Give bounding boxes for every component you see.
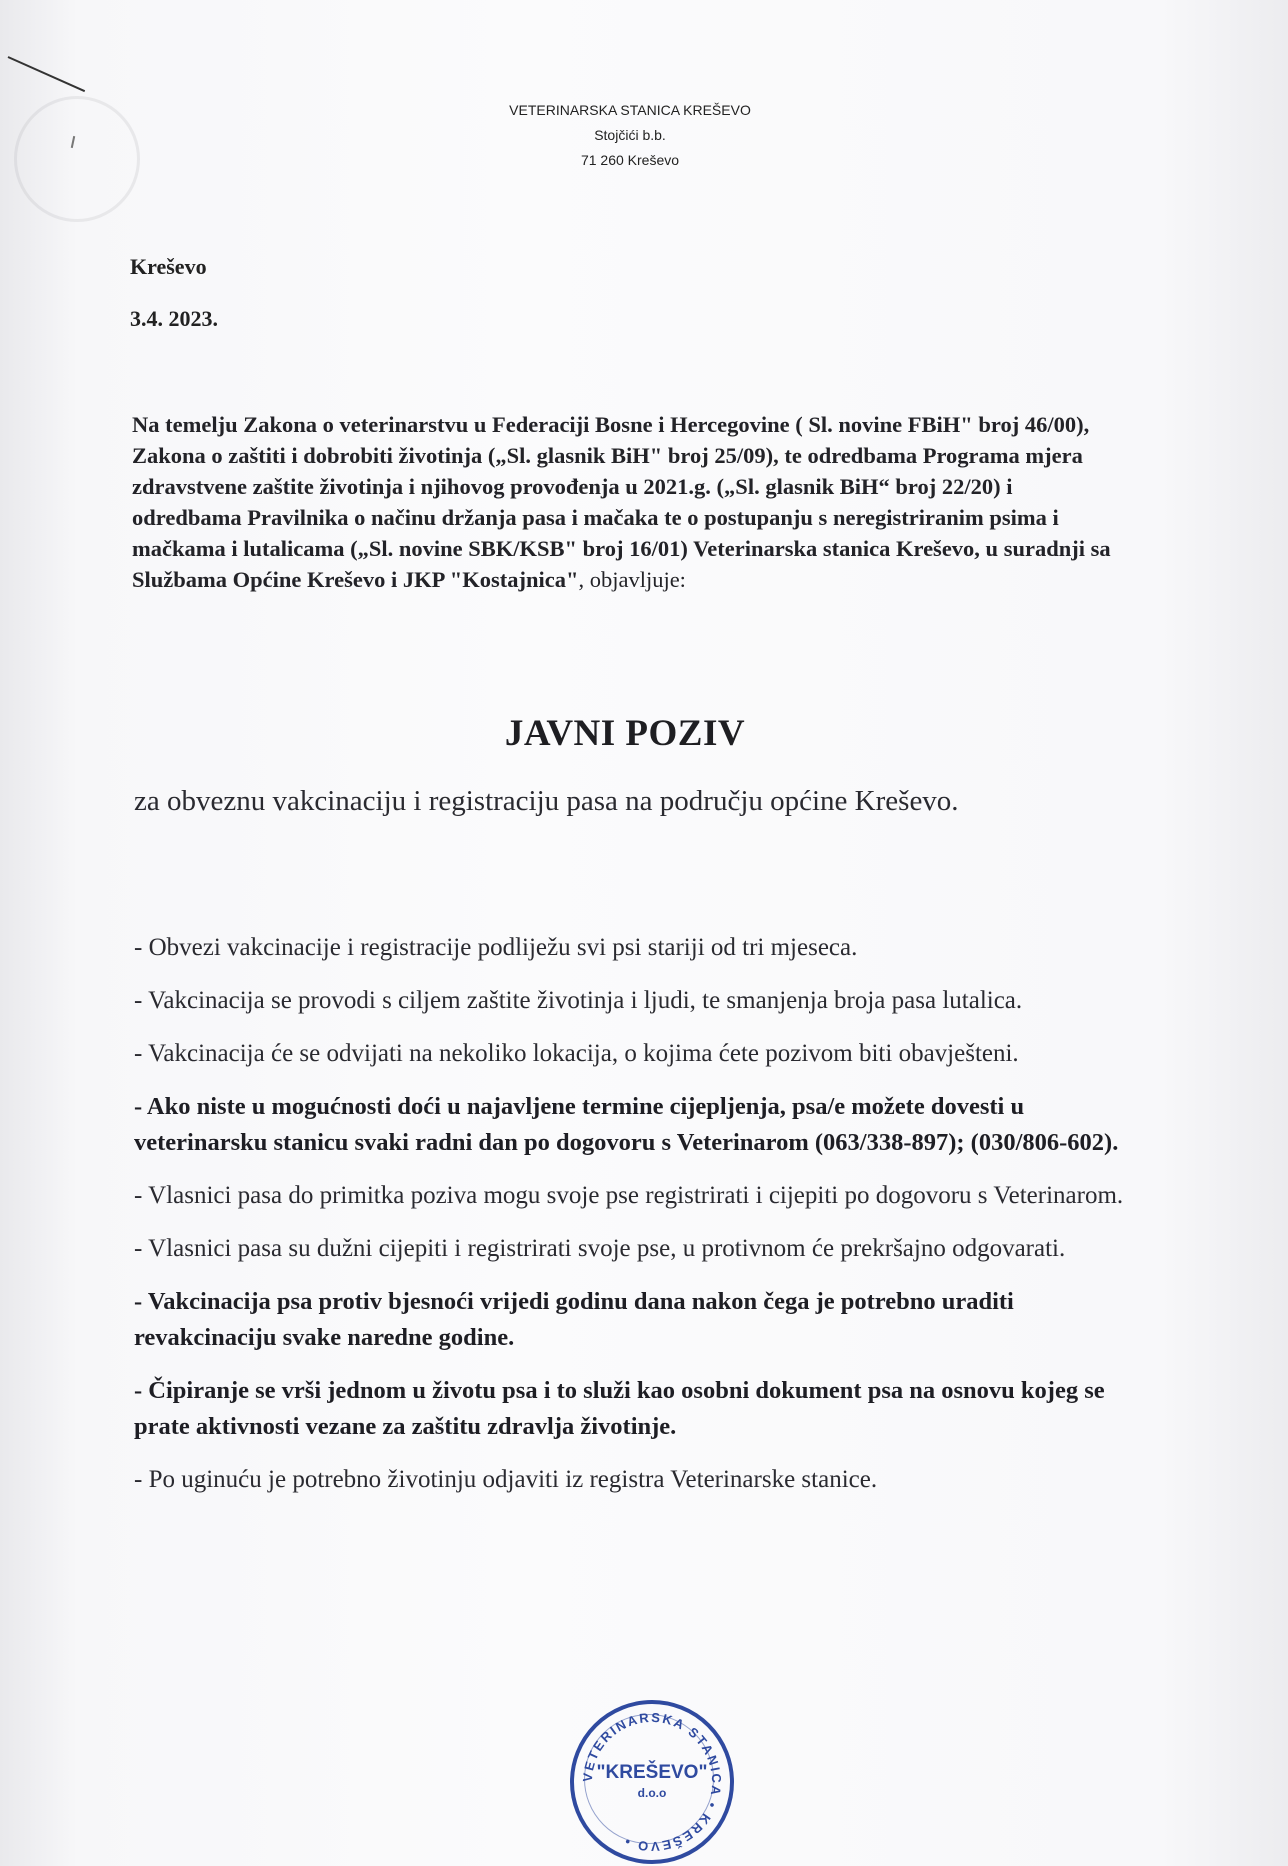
list-item: - Vlasnici pasa do primitka poziva mogu svoje pse registrirati i cijepiti po dogovoru s Veterinarom. [134,1182,1124,1209]
intro-paragraph [132,409,1122,595]
list-item: - Vakcinacija će se odvijati na nekoliko lokacija, o kojima ćete pozivom biti obavješteni. [134,1040,1019,1067]
list-item: - Ako niste u mogućnosti doći u najavljene termine cijepljenja, psa/e možete dovesti u veterinarsku stanicu svaki radni dan po dogovoru s Veterinarom (063/338-897); (030/806-602). [134,1093,1119,1156]
official-stamp [570,1700,734,1864]
faint-stamp-impression [14,96,140,222]
date: 3.4. 2023. [130,306,218,331]
letterhead-city: 71 260 Kreševo [580,152,680,168]
list-item: - Po uginuću je potrebno životinju odjaviti iz registra Veterinarske stanice. [134,1466,878,1493]
list-item: - Vakcinacija se provodi s ciljem zaštite životinja i ljudi, te smanjenja broja pasa lutalica. [134,987,1023,1014]
intro-text: Na temelju Zakona o veterinarstvu u Federaciji Bosne i Hercegovine ( Sl. novine FBiH" broj 46/00), Zakona o zaštiti i dobrobiti životinja („Sl. glasnik BiH" broj 25/09), te odredbama Programa mjera zdravstvene zaštite životinja i njihovog provođenja u 2021.g. („Sl. glasnik BiH“ broj 22/20) i odredbama Pravilnika o načinu držanja pasa i mačaka te o postupanju s neregistriranim psima i mačkama i lutalicama („Sl. novine SBK/KSB" broj 16/01) Veterinarska stanica Kreševo, u suradnji sa Službama Općine Kreševo i JKP "Kostajnica" [132,412,1111,592]
svg-text:VETERINARSKA STANICA • KREŠEVO: VETERINARSKA STANICA • KREŠEVO • [579,1709,725,1855]
place: Kreševo [130,254,207,279]
notice-list [134,930,1124,1515]
letterhead [440,98,820,173]
document-subtitle: za obveznu vakcinaciju i registraciju pasa na području općine Kreševo. [134,785,959,817]
list-item: - Vakcinacija psa protiv bjesnoći vrijedi godinu dana nakon čega je potrebno uraditi revakcinaciju svake naredne godine. [134,1288,1014,1351]
letterhead-org: VETERINARSKA STANICA KREŠEVO [509,102,751,118]
pen-mark [8,56,86,92]
intro-tail: , objavljuje: [578,567,686,592]
letterhead-street: Stojčići b.b. [594,127,666,143]
stamp-name: "KREŠEVO" [596,1762,708,1783]
list-item: - Obvezi vakcinacije i registracije podliježu svi psi stariji od tri mjeseca. [134,934,858,961]
stamp-suffix: d.o.o [637,1786,667,1800]
list-item: - Čipiranje se vrši jednom u životu psa i to služi kao osobni dokument psa na osnovu kojeg se prate aktivnosti vezane za zaštitu zdravlja životinje. [134,1377,1105,1440]
list-item: - Vlasnici pasa su dužni cijepiti i registrirati svoje pse, u protivnom će prekršajno odgovarati. [134,1235,1066,1262]
document-title: JAVNI POZIV [504,713,746,754]
